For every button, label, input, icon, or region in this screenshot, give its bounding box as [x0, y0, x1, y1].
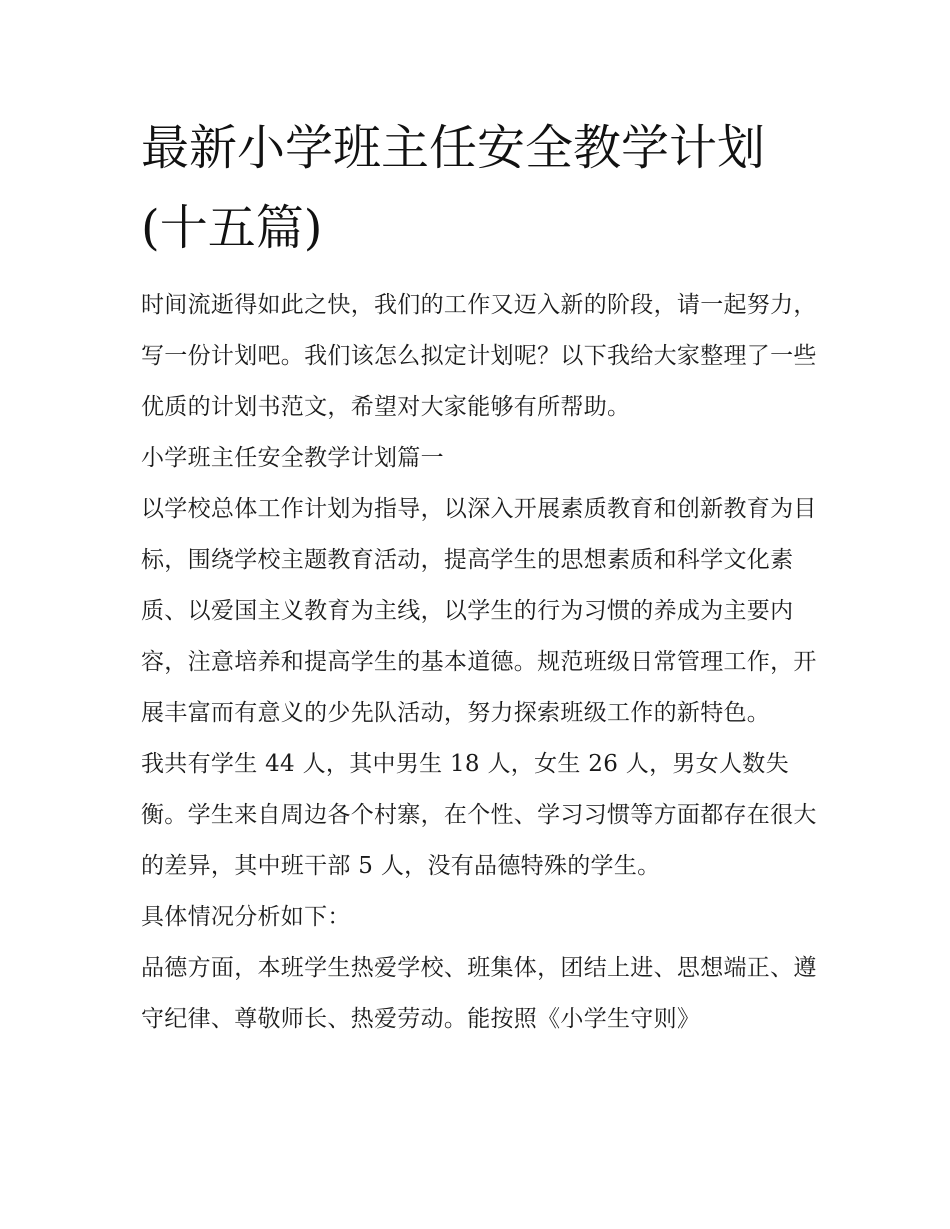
morality-paragraph: 品德方面，本班学生热爱学校、班集体，团结上进、思想端正、遵守纪律、尊敬师长、热爱劳动。能按照《小学生守则》: [141, 955, 817, 1032]
intro-paragraph: 时间流逝得如此之快，我们的工作又迈入新的阶段，请一起努力，写一份计划吧。我们该怎么拟定计划呢？以下我给大家整理了一些优质的计划书范文，希望对大家能够有所帮助。: [141, 292, 817, 420]
guideline-paragraph: 以学校总体工作计划为指导，以深入开展素质教育和创新教育为目标，围绕学校主题教育活动，提高学生的思想素质和科学文化素质、以爱国主义教育为主线，以学生的行为习惯的养成为主要内容，注意培养和提高学生的基本道德。规范班级日常管理工作，开展丰富而有意义的少先队活动，努力探索班级工作的新特色。: [141, 496, 817, 726]
analysis-heading: 具体情况分析如下：: [141, 904, 351, 930]
document-title: 最新小学班主任安全教学计划(十五篇): [141, 120, 766, 256]
document-page: [141, 108, 817, 1045]
class-stats-paragraph: 我共有学生 44 人，其中男生 18 人，女生 26 人，男女人数失衡。学生来自周边各个村寨，在个性、学习习惯等方面都存在很大的差异，其中班干部 5 人，没有品德特殊的学生。: [141, 751, 817, 879]
section-heading: 小学班主任安全教学计划篇一: [141, 445, 444, 471]
